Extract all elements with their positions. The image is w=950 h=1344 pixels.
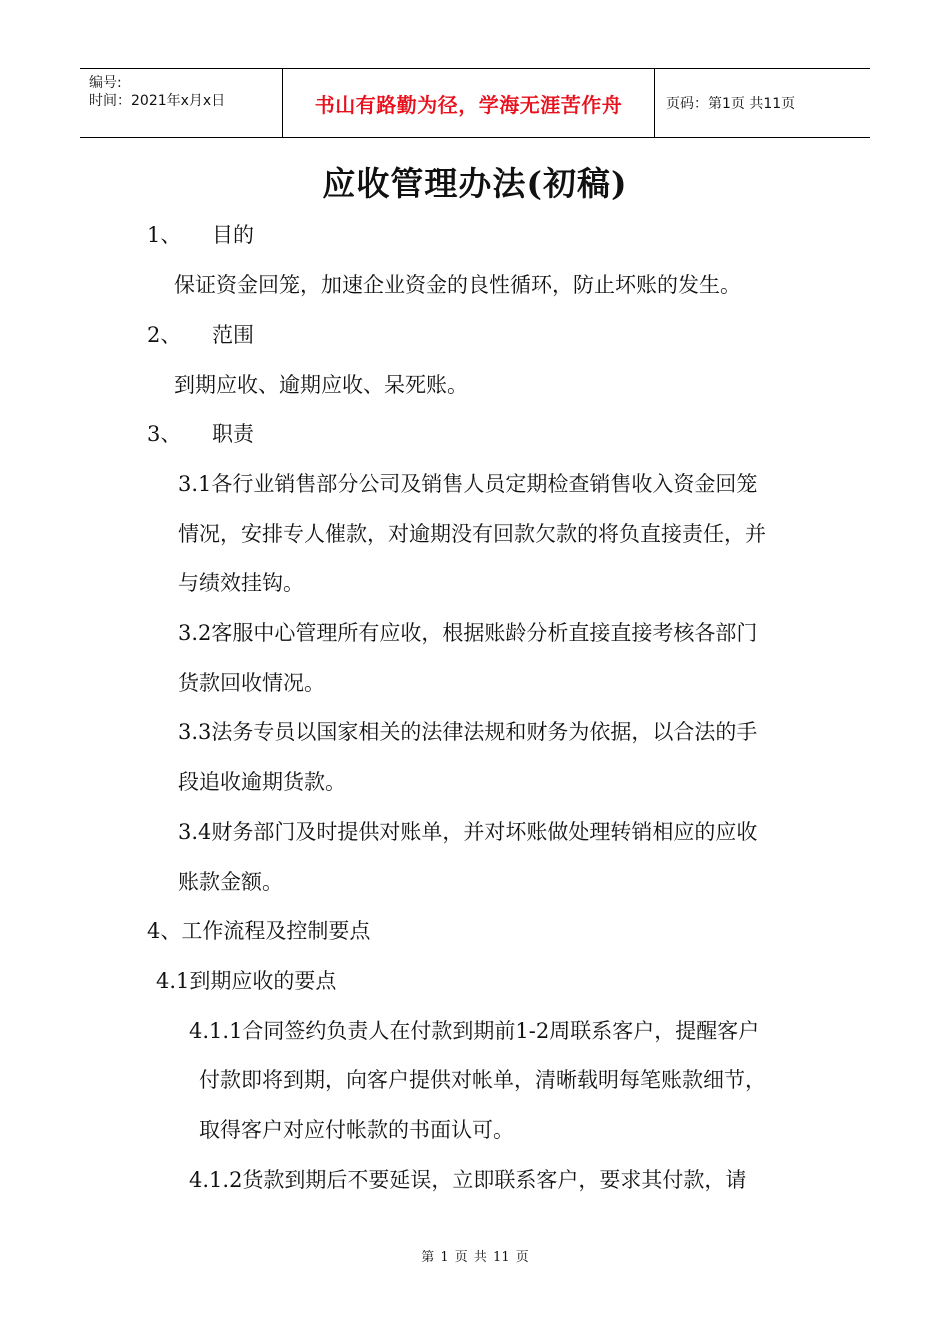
section-title: 目的 <box>212 223 254 247</box>
document-number-label: 编号: <box>89 75 122 91</box>
section-title: 职责 <box>212 422 254 446</box>
paragraph-line: 3.4财务部门及时提供对账单，并对坏账做处理转销相应的应收 <box>178 820 758 844</box>
page-title: 应收管理办法(初稿) <box>322 164 628 203</box>
header-page-info: 页码：第1页 共11页 <box>666 96 796 112</box>
section-number: 1、 <box>147 223 182 247</box>
subsection-4-1-heading: 4.1到期应收的要点 <box>156 969 337 993</box>
paragraph-line: 账款金额。 <box>178 870 283 894</box>
paragraph-line: 3.1各行业销售部分公司及销售人员定期检查销售收入资金回笼 <box>178 472 758 496</box>
section-1-heading <box>147 221 254 249</box>
section-number: 2、 <box>147 323 182 347</box>
section-number: 3、 <box>147 422 182 446</box>
header-meta <box>80 69 282 137</box>
paragraph-line: 3.2客服中心管理所有应收，根据账龄分析直接直接考核各部门 <box>178 621 758 645</box>
section-2-body: 到期应收、逾期应收、呆死账。 <box>174 373 468 397</box>
header-motto: 书山有路勤为径，学海无涯苦作舟 <box>282 69 655 137</box>
paragraph-line: 付款即将到期，向客户提供对帐单，清晰载明每笔账款细节， <box>199 1068 766 1092</box>
paragraph-line: 取得客户对应付帐款的书面认可。 <box>199 1118 514 1142</box>
paragraph-line: 4.1.1合同签约负责人在付款到期前1-2周联系客户，提醒客户 <box>189 1019 760 1043</box>
section-title: 范围 <box>212 323 254 347</box>
section-3-heading <box>147 420 254 448</box>
section-4-heading: 4、工作流程及控制要点 <box>147 919 371 943</box>
section-1-body: 保证资金回笼，加速企业资金的良性循环，防止坏账的发生。 <box>174 273 741 297</box>
paragraph-line: 4.1.2货款到期后不要延误，立即联系客户，要求其付款，请 <box>189 1168 747 1192</box>
paragraph-line: 货款回收情况。 <box>178 671 325 695</box>
paragraph-line: 3.3法务专员以国家相关的法律法规和财务为依据，以合法的手 <box>178 720 758 744</box>
paragraph-line: 段追收逾期货款。 <box>178 770 346 794</box>
document-time-label: 时间：2021年x月x日 <box>89 93 226 109</box>
paragraph-line: 情况，安排专人催款，对逾期没有回款欠款的将负直接责任，并 <box>178 522 766 546</box>
paragraph-line: 与绩效挂钩。 <box>178 571 304 595</box>
section-2-heading <box>147 321 254 349</box>
document-header <box>80 68 870 138</box>
page-footer: 第 1 页 共 11 页 <box>421 1250 529 1265</box>
